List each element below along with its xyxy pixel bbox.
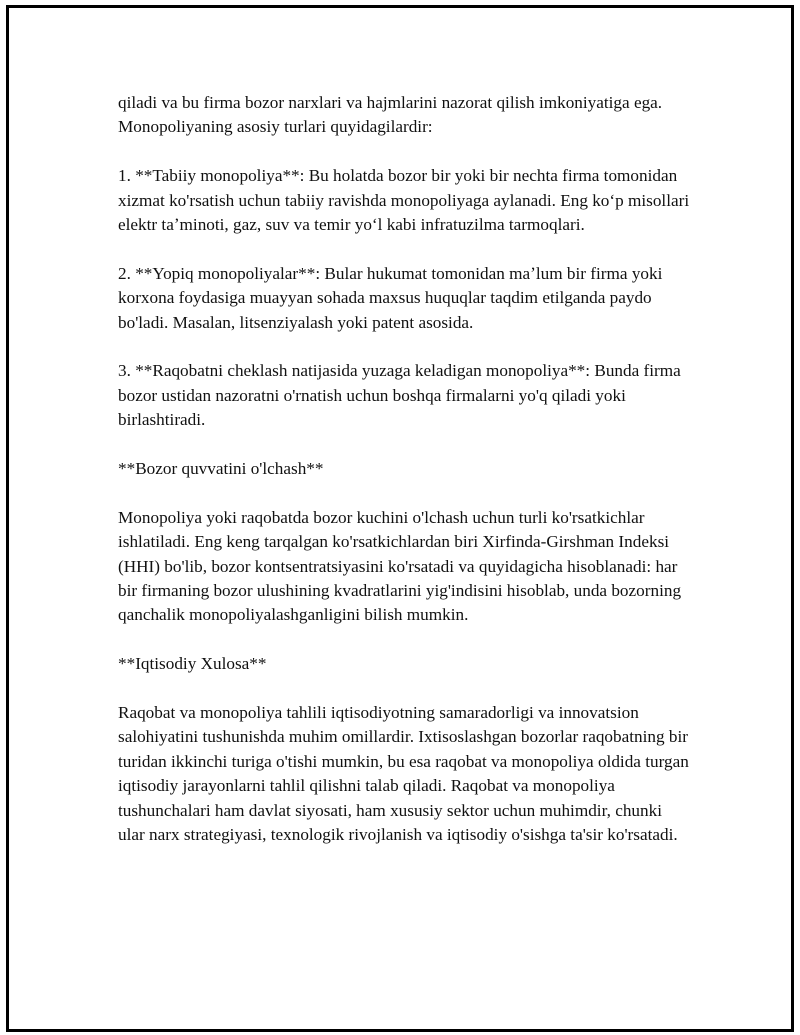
paragraph-competition-restriction: 3. **Raqobatni cheklash natijasida yuzaga keladigan monopoliya**: Bunda firma bozor ustidan nazoratni o'rnatish uchun boshqa firmalarni yo'q qiladi yoki birlashtiradi. bbox=[118, 361, 681, 430]
document-body bbox=[118, 91, 690, 872]
heading-market-power: **Bozor quvvatini o'lchash** bbox=[118, 459, 324, 479]
paragraph-intro-continuation: qiladi va bu firma bozor narxlari va hajmlarini nazorat qilish imkoniyatiga ega. Monopoliyaning asosiy turlari quyidagilardir: bbox=[118, 93, 663, 137]
paragraph-market-power: Monopoliya yoki raqobatda bozor kuchini o'lchash uchun turli ko'rsatkichlar ishlatiladi. Eng keng tarqalgan ko'rsatkichlardan biri Xirfinda-Girshman Indeksi (HHI) bo'lib, bozor kontsentratsiyasini ko'rsatadi va quyidagicha hisoblanadi: har bir firmaning bozor ulushining kvadratlarini yig'indisini hisoblab, unda bozorning qanchalik monopoliyalashganligini bilish mumkin. bbox=[118, 507, 682, 625]
paragraph-conclusion: Raqobat va monopoliya tahlili iqtisodiyotning samaradorligi va innovatsion salohiyatini tushunishda muhim omillardir. Ixtisoslashgan bozorlar raqobatning bir turidan ikkinchi turiga o'tishi mumkin, bu esa raqobat va monopoliya oldida turgan iqtisodiy jarayonlarni tahlil qilishni talab qiladi. Raqobat va monopoliya tushunchalari ham davlat siyosati, ham xususiy sektor uchun muhimdir, chunki ular narx strategiyasi, texnologik rivojlanish va iqtisodiy o'sishga ta'sir ko'rsatadi. bbox=[118, 703, 689, 845]
paragraph-natural-monopoly: 1. **Tabiiy monopoliya**: Bu holatda bozor bir yoki bir nechta firma tomonidan xizmat ko'rsatish uchun tabiiy ravishda monopoliyaga aylanadi. Eng koʻp misollari elektr taʼminoti, gaz, suv va temir yoʻl kabi infratuzilma tarmoqlari. bbox=[118, 166, 690, 235]
heading-economic-conclusion: **Iqtisodiy Xulosa** bbox=[118, 654, 267, 674]
paragraph-closed-monopolies: 2. **Yopiq monopoliyalar**: Bular hukumat tomonidan maʼlum bir firma yoki korxona foydasiga muayyan sohada maxsus huquqlar taqdim etilganda paydo bo'ladi. Masalan, litsenziyalash yoki patent asosida. bbox=[118, 263, 663, 332]
